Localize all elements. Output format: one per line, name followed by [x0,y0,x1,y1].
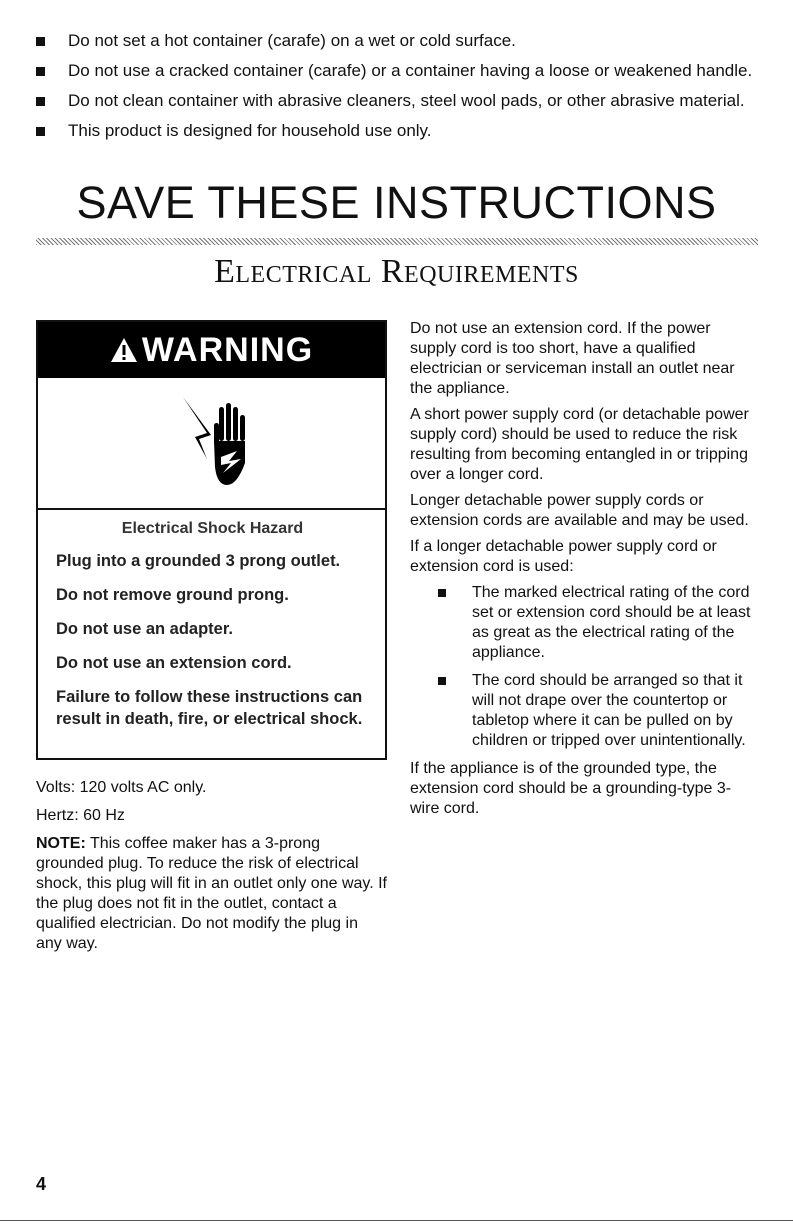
square-bullet-icon [36,97,45,106]
warning-text [38,510,385,730]
paragraph: If a longer detachable power supply cord or extension cord is used: [410,538,717,575]
electrical-shock-hazard-icon [177,393,247,493]
save-instructions-heading: SAVE THESE INSTRUCTIONS [76,177,717,228]
warning-line: Do not use an extension cord. [56,654,292,672]
paragraph: If the appliance is of the grounded type, the extension cord should be a grounding-type 3-wire cord. [410,760,732,817]
extension-cord-column [410,319,760,825]
list-item [36,120,776,141]
warning-line: Plug into a grounded 3 prong outlet. [56,552,341,570]
list-item [36,60,776,81]
hatched-divider [36,238,758,245]
square-bullet-icon [438,589,446,597]
warning-line: Do not use an adapter. [56,620,233,638]
paragraph: Longer detachable power supply cords or extension cords are available and may be used. [410,492,749,529]
list-item-text: Do not use a cracked container (carafe) or a container having a loose or weakened handle. [68,61,753,80]
square-bullet-icon [36,37,45,46]
paragraph: Do not use an extension cord. If the power supply cord is too short, have a qualified electrician or serviceman install an outlet near the appliance. [410,320,735,397]
list-item-text: Do not clean container with abrasive cleaners, steel wool pads, or other abrasive material. [68,91,745,110]
hertz-text: Hertz: 60 Hz [36,807,125,824]
list-item-text: The cord should be arranged so that it will not drape over the countertop or tabletop where it can be pulled on by children or tripped over unintentionally. [472,672,746,749]
page-number: 4 [36,1174,47,1194]
cord-requirements-list [410,583,760,751]
bottom-rule [0,1220,793,1221]
list-item [36,90,776,111]
volts-text: Volts: 120 volts AC only. [36,779,207,796]
note-paragraph [36,834,388,954]
hazard-icon-area [38,378,385,510]
paragraph: A short power supply cord (or detachable power supply cord) should be used to reduce the risk resulting from becoming entangled in or tripping over a longer cord. [410,406,749,483]
note-label: NOTE: [36,835,86,852]
warning-triangle-icon [110,337,138,363]
warning-box [36,320,387,760]
square-bullet-icon [438,677,446,685]
list-item [410,583,760,663]
section-heading: Electrical Requirements [214,253,579,290]
hazard-title: Electrical Shock Hazard [121,520,304,537]
list-item [36,30,776,51]
list-item-text: Do not set a hot container (carafe) on a wet or cold surface. [68,31,516,50]
list-item-text: This product is designed for household use only. [68,121,432,140]
safety-bullet-list [36,30,776,150]
warning-line: Do not remove ground prong. [56,586,289,604]
list-item-text: The marked electrical rating of the cord set or extension cord should be at least as great as the electrical rating of the appliance. [472,584,751,661]
list-item [410,671,760,751]
square-bullet-icon [36,67,45,76]
electrical-specs-column [36,778,388,962]
warning-header [38,322,385,378]
square-bullet-icon [36,127,45,136]
warning-label: WARNING [141,330,314,369]
warning-line: Failure to follow these instructions can result in death, fire, or electrical shock. [56,688,363,728]
note-text: This coffee maker has a 3-prong grounded plug. To reduce the risk of electrical shock, this plug will fit in an outlet only one way. If the plug does not fit in the outlet, contact a qualified electrician. Do not modify the plug in any way. [36,835,387,952]
